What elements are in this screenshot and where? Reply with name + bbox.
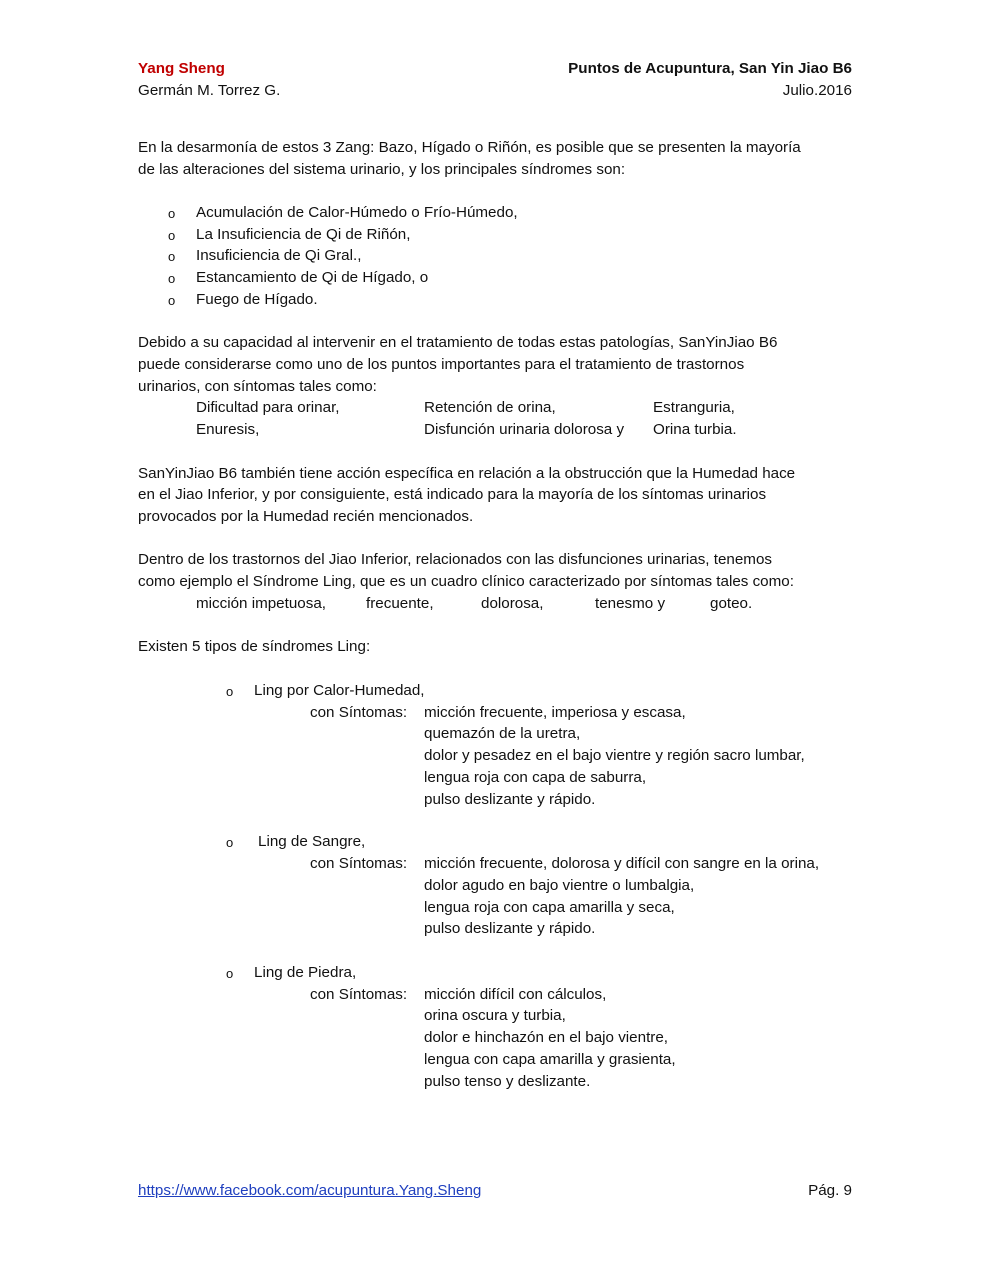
para4-line-1: Dentro de los trastornos del Jiao Inferior, relacionados con las disfunciones urinarias, tenemos xyxy=(138,551,772,568)
page-number: Pág. 9 xyxy=(808,1182,852,1199)
para3-line-1: SanYinJiao B6 también tiene acción específica en relación a la obstrucción que la Humedad hace xyxy=(138,465,796,482)
symptom-line: pulso deslizante y rápido. xyxy=(424,920,596,937)
bullet-icon: o xyxy=(168,206,176,221)
symptom-line: pulso deslizante y rápido. xyxy=(424,791,596,808)
list-item: Fuego de Hígado. xyxy=(196,291,318,308)
para4-line-2: como ejemplo el Síndrome Ling, que es un cuadro clínico caracterizado por síntomas tales como: xyxy=(138,573,794,590)
grid-cell: Enuresis, xyxy=(196,421,260,438)
grid-cell: Retención de orina, xyxy=(424,399,556,416)
list-item: Estancamiento de Qi de Hígado, o xyxy=(196,269,429,286)
ling-type-name: Ling de Sangre, xyxy=(258,833,366,850)
ling-term: frecuente, xyxy=(366,595,434,612)
symptom-line: dolor e hinchazón en el bajo vientre, xyxy=(424,1029,669,1046)
bullet-icon: o xyxy=(226,684,234,699)
symptoms-label: con Síntomas: xyxy=(310,704,408,721)
para2-line-2: puede considerarse como uno de los puntos importantes para el tratamiento de trastornos xyxy=(138,356,745,373)
para3-line-3: provocados por la Humedad recién mencionados. xyxy=(138,508,474,525)
intro-line-1: En la desarmonía de estos 3 Zang: Bazo, Hígado o Riñón, es posible que se presenten la mayoría xyxy=(138,139,801,156)
symptom-line: micción frecuente, imperiosa y escasa, xyxy=(424,704,686,721)
para3-line-2: en el Jiao Inferior, y por consiguiente, está indicado para la mayoría de los síntomas urinarios xyxy=(138,486,767,503)
ling-term: dolorosa, xyxy=(481,595,544,612)
bullet-icon: o xyxy=(168,228,176,243)
grid-cell: Estranguria, xyxy=(653,399,735,416)
symptom-line: dolor agudo en bajo vientre o lumbalgia, xyxy=(424,877,695,894)
footer-facebook-link[interactable]: https://www.facebook.com/acupuntura.Yang.Sheng xyxy=(138,1182,482,1199)
header-left-title: Yang Sheng xyxy=(138,60,225,77)
ling-term: micción impetuosa, xyxy=(196,595,326,612)
list-item: La Insuficiencia de Qi de Riñón, xyxy=(196,226,411,243)
symptom-line: lengua roja con capa de saburra, xyxy=(424,769,647,786)
symptom-line: dolor y pesadez en el bajo vientre y región sacro lumbar, xyxy=(424,747,805,764)
bullet-icon: o xyxy=(226,966,234,981)
ling-type-name: Ling de Piedra, xyxy=(254,964,357,981)
symptom-line: quemazón de la uretra, xyxy=(424,725,581,742)
grid-cell: Orina turbia. xyxy=(653,421,737,438)
symptom-line: orina oscura y turbia, xyxy=(424,1007,566,1024)
list-item: Insuficiencia de Qi Gral., xyxy=(196,247,362,264)
header-author: Germán M. Torrez G. xyxy=(138,82,281,99)
ling-term: goteo. xyxy=(710,595,753,612)
bullet-icon: o xyxy=(168,249,176,264)
symptoms-label: con Síntomas: xyxy=(310,986,408,1003)
list-item: Acumulación de Calor-Húmedo o Frío-Húmedo, xyxy=(196,204,518,221)
ling-term: tenesmo y xyxy=(595,595,666,612)
symptom-line: micción difícil con cálculos, xyxy=(424,986,607,1003)
grid-cell: Disfunción urinaria dolorosa y xyxy=(424,421,625,438)
header-right-title: Puntos de Acupuntura, San Yin Jiao B6 xyxy=(568,60,852,77)
para2-line-1: Debido a su capacidad al intervenir en el tratamiento de todas estas patologías, SanYinJiao B6 xyxy=(138,334,778,351)
bullet-icon: o xyxy=(226,835,234,850)
symptom-line: lengua con capa amarilla y grasienta, xyxy=(424,1051,676,1068)
symptoms-label: con Síntomas: xyxy=(310,855,408,872)
symptom-line: pulso tenso y deslizante. xyxy=(424,1073,591,1090)
ling-type-name: Ling por Calor-Humedad, xyxy=(254,682,425,699)
bullet-icon: o xyxy=(168,293,176,308)
ling-intro: Existen 5 tipos de síndromes Ling: xyxy=(138,638,371,655)
bullet-icon: o xyxy=(168,271,176,286)
para2-line-3: urinarios, con síntomas tales como: xyxy=(138,378,377,395)
symptom-line: micción frecuente, dolorosa y difícil con sangre en la orina, xyxy=(424,855,820,872)
intro-line-2: de las alteraciones del sistema urinario, y los principales síndromes son: xyxy=(138,161,626,178)
grid-cell: Dificultad para orinar, xyxy=(196,399,340,416)
header-date: Julio.2016 xyxy=(782,82,852,99)
symptom-line: lengua roja con capa amarilla y seca, xyxy=(424,899,675,916)
